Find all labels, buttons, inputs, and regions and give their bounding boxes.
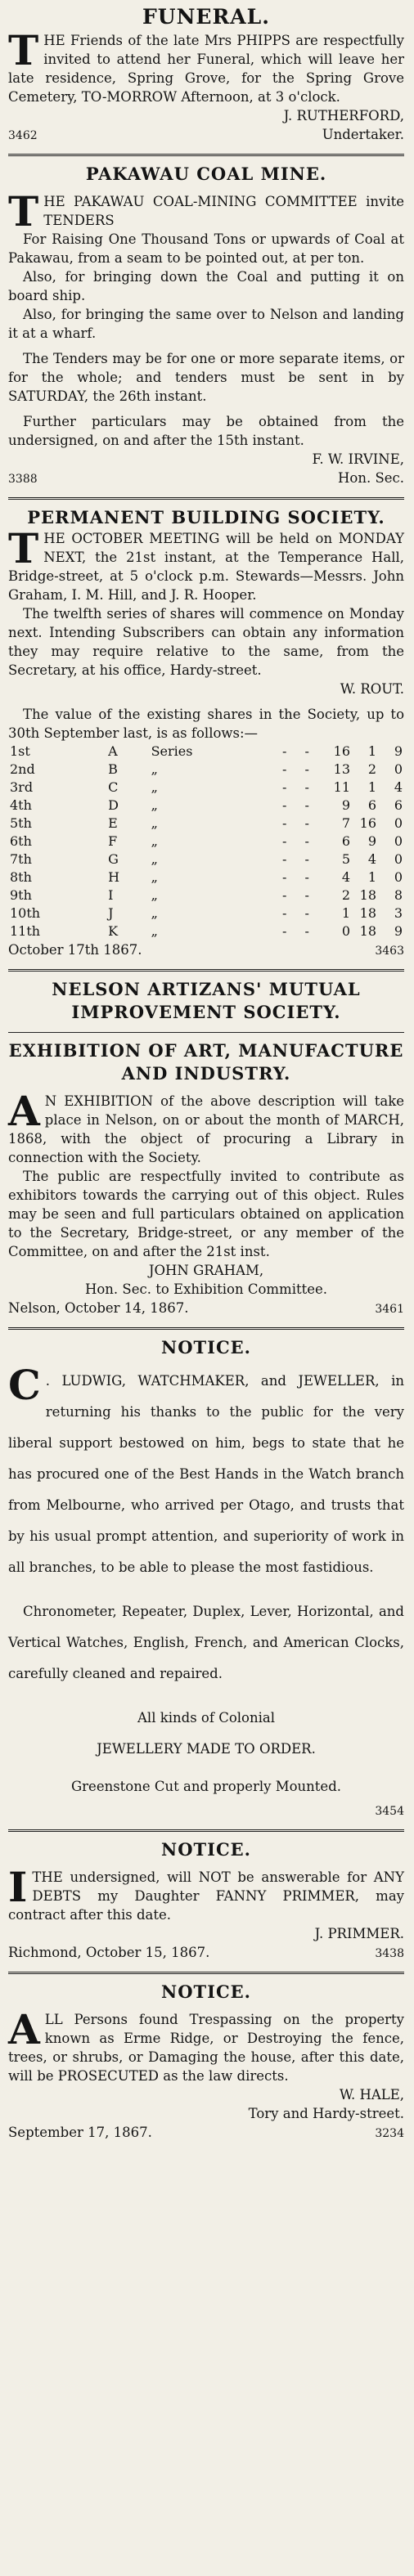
building-date: October 17th 1867. (8, 942, 142, 958)
primmer-notice (8, 1838, 404, 1963)
dropcap: T (8, 26, 39, 74)
coal-intro: HE PAKAWAU COAL-MINING COMMITTEE invite TENDERS (43, 194, 404, 228)
ludwig-watches: Chronometer, Repeater, Duplex, Lever, Horizontal, and Vertical Watches, English, French, and American Clocks, carefully cleaned and repaired. (8, 1604, 404, 1681)
building-signature: W. ROUT. (340, 681, 404, 697)
hale-address: Tory and Hardy-street. (248, 2106, 404, 2121)
coal-item: For Raising One Thousand Tons or upwards of Coal at Pakawau, from a seam to be pointed out, at per ton. (8, 231, 404, 266)
artizans-place-date: Nelson, October 14, 1867. (8, 1300, 189, 1316)
exhibition-title: EXHIBITION OF ART, MANUFACTURE AND INDUSTRY. (8, 1040, 404, 1084)
building-body: HE OCTOBER MEETING will be held on MONDAY NEXT, the 21st instant, at the Temperance Hall, Bridge-street, at 5 o'clock p.m. Stewards—Messrs. John Graham, I. M. Hill, and J. R. Hooper. (8, 531, 404, 603)
ad-number: 3234 (375, 2127, 404, 2140)
ludwig-notice (8, 1336, 404, 1821)
divider (8, 1327, 404, 1330)
building-value-note: The value of the existing shares in the Society, up to 30th September last, is as follows:— (8, 707, 404, 741)
funeral-role: Undertaker. (322, 127, 404, 142)
ad-number: 3461 (375, 1303, 404, 1316)
dropcap: I (8, 1863, 28, 1911)
funeral-body: HE Friends of the late Mrs PHIPPS are respectfully invited to attend her Funeral, which will leave her late residence, Spring Grove, for the Spring Grove Cemetery, TO-MORROW Afternoon, at 3 o'clock. (8, 33, 404, 105)
building-twelfth: The twelfth series of shares will commence on Monday next. Intending Subscribers can obtain any information they may require relative to the same, from the Secretary, at his office, Hardy-street. (8, 606, 404, 678)
table-row: 1st A Series - - 16 1 9 (10, 743, 403, 759)
primmer-title: NOTICE. (161, 1839, 251, 1860)
table-row: 4th D „ - - 9 6 6 (10, 797, 403, 813)
shares-table (8, 743, 404, 940)
divider (8, 1032, 404, 1033)
divider (8, 154, 404, 156)
ludwig-jewellery: JEWELLERY MADE TO ORDER. (97, 1741, 316, 1757)
divider (8, 497, 404, 500)
divider (8, 1972, 404, 1974)
table-row: 8th H „ - - 4 1 0 (10, 869, 403, 885)
table-row: 2nd B „ - - 13 2 0 (10, 761, 403, 777)
artizans-notice (8, 978, 404, 1319)
primmer-body: THE undersigned, will NOT be answerable for ANY DEBTS my Daughter FANNY PRIMMER, may contract after this date. (8, 1869, 404, 1923)
divider (8, 969, 404, 972)
dropcap: A (8, 2005, 40, 2053)
divider (8, 1829, 404, 1832)
primmer-signature: J. PRIMMER. (314, 1926, 404, 1941)
ad-number: 3463 (375, 945, 404, 958)
ludwig-title: NOTICE. (161, 1337, 251, 1358)
dropcap: T (8, 524, 39, 572)
artizans-public: The public are respectfully invited to contribute as exhibitors towards the carrying out of this object. Rules may be seen and full particulars obtained on application to the Secretary, Bridge-street, or any member of the Committee, on and after the 21st inst. (8, 1169, 404, 1259)
artizans-role: Hon. Sec. to Exhibition Committee. (84, 1281, 328, 1297)
hale-date: September 17, 1867. (8, 2125, 152, 2140)
ad-number: 3454 (375, 1805, 404, 1818)
hale-notice (8, 1981, 404, 2143)
coal-title: PAKAWAU COAL MINE. (85, 164, 327, 184)
dropcap: C (8, 1361, 41, 1409)
hale-signature: W. HALE, (339, 2087, 404, 2103)
coal-role: Hon. Sec. (338, 470, 404, 486)
ad-number: 3388 (8, 473, 38, 486)
artizans-signature: JOHN GRAHAM, (148, 1263, 264, 1278)
coal-mine-notice (8, 163, 404, 489)
ludwig-all-kinds: All kinds of Colonial (137, 1710, 275, 1726)
table-row: 10th J „ - - 1 18 3 (10, 905, 403, 921)
coal-item: Also, for bringing the same over to Nelson and landing it at a wharf. (8, 307, 404, 341)
funeral-notice (8, 3, 404, 146)
coal-further: Further particulars may be obtained from the undersigned, on and after the 15th instant. (8, 414, 404, 448)
hale-title: NOTICE. (161, 1981, 251, 2002)
ad-number: 3462 (8, 129, 38, 142)
table-row: 9th I „ - - 2 18 8 (10, 887, 403, 903)
table-row: 5th E „ - - 7 16 0 (10, 815, 403, 831)
building-title: PERMANENT BUILDING SOCIETY. (27, 507, 385, 527)
funeral-signature: J. RUTHERFORD, (283, 108, 404, 123)
table-row: 11th K „ - - 0 18 9 (10, 923, 403, 939)
table-row: 7th G „ - - 5 4 0 (10, 851, 403, 867)
dropcap: A (8, 1087, 40, 1135)
artizans-body: N EXHIBITION of the above description will take place in Nelson, on or about the month of MARCH, 1868, with the object of procuring a Library in connection with the Society. (8, 1093, 404, 1165)
primmer-place-date: Richmond, October 15, 1867. (8, 1945, 210, 1960)
hale-body: LL Persons found Trespassing on the property known as Erme Ridge, or Destroying the fence, trees, or shrubs, or Damaging the house, after this date, will be PROSECUTED as the law directs. (8, 2012, 404, 2084)
table-row: 6th F „ - - 6 9 0 (10, 833, 403, 849)
coal-tenders: The Tenders may be for one or more separate items, or for the whole; and tenders must be sent in by SATURDAY, the 26th instant. (8, 351, 404, 404)
dropcap: T (8, 187, 39, 236)
coal-signature: F. W. IRVINE, (312, 451, 404, 467)
table-row: 3rd C „ - - 11 1 4 (10, 779, 403, 795)
ludwig-greenstone: Greenstone Cut and properly Mounted. (70, 1779, 342, 1794)
building-society-notice (8, 506, 404, 961)
artizans-title: NELSON ARTIZANS' MUTUAL IMPROVEMENT SOCIETY. (52, 979, 361, 1022)
coal-item: Also, for bringing down the Coal and putting it on board ship. (8, 269, 404, 303)
ludwig-body: . LUDWIG, WATCHMAKER, and JEWELLER, in returning his thanks to the public for the very liberal support bestowed on him, begs to state that he has procured one of the Best Hands in the Watch branch from Melbourne, who arrived per Otago, and trusts that by his usual prompt attention, and superiority of work in all branches, to be able to please the most fastidious. (8, 1373, 404, 1575)
ad-number: 3438 (375, 1947, 404, 1960)
funeral-title: FUNERAL. (142, 5, 270, 29)
